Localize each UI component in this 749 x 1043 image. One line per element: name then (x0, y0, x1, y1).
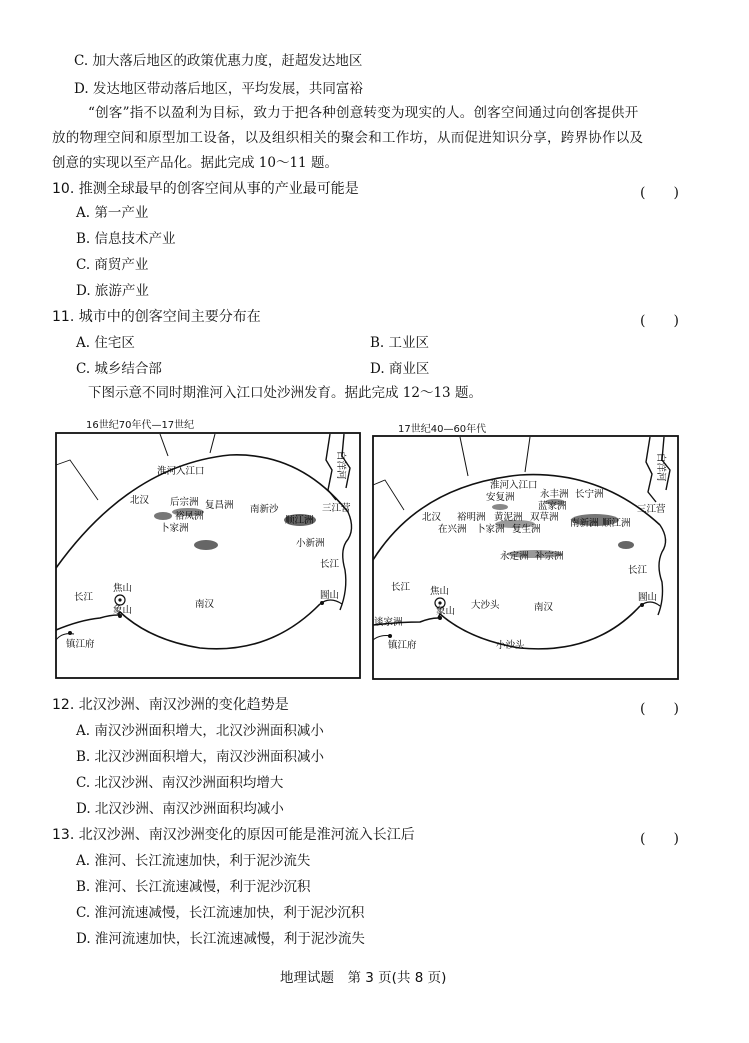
map1-label-fuchang: 复昌洲 (205, 500, 234, 511)
q11-option-a: A. 住宅区 (76, 335, 135, 351)
map2-baiyang-river (646, 437, 656, 502)
map1-label-sanjiang: 三江营 (322, 503, 351, 514)
map2-caption: 17世纪40—60年代 (398, 424, 487, 435)
q13-answer-paren[interactable]: ( ) (640, 831, 679, 847)
map2-label-baiyang: 白洋河 (655, 453, 666, 482)
map2-label-nanxin: 南新洲 (570, 518, 599, 529)
map2-jiaoshan-dot (438, 601, 441, 604)
passage-line-1: “创客”指不以盈利为目标，致力于把各种创意转变为现实的人。创客空间通过向创客提供开 (88, 105, 639, 121)
map2-boundary-line (525, 437, 530, 472)
option-d-prev: D. 发达地区带动落后地区，平均发展，共同富裕 (74, 81, 363, 97)
map2-label-changjiang-r: 长江 (628, 565, 648, 576)
map1-east-coast (340, 512, 352, 610)
option-c-prev: C. 加大落后地区的政策优惠力度，赶超发达地区 (74, 53, 363, 69)
map1-label-xiangshan: 象山 (113, 605, 133, 616)
q11-answer-paren[interactable]: ( ) (640, 313, 679, 329)
q12-option-a: A. 南汉沙洲面积增大，北汉沙洲面积减小 (76, 723, 324, 739)
map2-label-anfu: 安复洲 (486, 492, 515, 503)
map1-label-baiyang: 白洋河 (335, 451, 346, 480)
map2-label-fusheng: 复生洲 (512, 524, 541, 535)
map2-east-coast (658, 525, 666, 615)
map2-label-lanjia: 蓝家洲 (538, 501, 567, 512)
map2-zhenjiang-dot (388, 634, 392, 638)
map2-label-zaixing: 在兴洲 (438, 524, 467, 535)
map1-jiaoshan-dot (118, 598, 121, 601)
q11-option-b: B. 工业区 (370, 335, 430, 351)
q10-option-c: C. 商贸产业 (76, 257, 149, 273)
map2-label-jiaoshan: 焦山 (430, 586, 450, 597)
page-footer: 地理试题 第 3 页(共 8 页) (280, 970, 447, 986)
map1-label-nanxinsha: 南新沙 (250, 504, 279, 515)
map1-label-nanhan: 南汉 (195, 599, 215, 610)
map2-label-yongding: 永定洲 (500, 551, 529, 562)
q13-option-d: D. 淮河流速加快，长江流速减慢，利于泥沙流失 (76, 931, 365, 947)
map2-label-shuangxi: 双草洲 (530, 512, 559, 523)
passage-line-3: 创意的实现以至产品化。据此完成 10～11 题。 (52, 155, 338, 171)
map1-boundary-line (210, 434, 215, 453)
map2-weishan-dot (640, 603, 644, 607)
map2-island (618, 541, 634, 549)
map2-label-yuming: 裕明洲 (457, 512, 486, 523)
map2-label-beihan: 北汉 (422, 512, 442, 523)
q13-option-b: B. 淮河、长江流速减慢，利于泥沙沉积 (76, 879, 311, 895)
q12-option-c: C. 北汉沙洲、南汉沙洲面积均增大 (76, 775, 284, 791)
q10-option-d: D. 旅游产业 (76, 283, 149, 299)
map2-label-shunjiang: 顺江洲 (602, 518, 631, 529)
map1-label-jiaoshan: 焦山 (113, 583, 133, 594)
q13-option-c: C. 淮河流速减慢，长江流速加快，利于泥沙沉积 (76, 905, 365, 921)
map1-label-yufeng: 裕凤洲 (175, 511, 204, 522)
map2-label-yongfeng: 永丰洲 (540, 489, 569, 500)
q12-option-d: D. 北汉沙洲、南汉沙洲面积均减小 (76, 801, 284, 817)
map2-label-buzong: 补宗洲 (535, 551, 564, 562)
passage-line-2: 放的物理空间和原型加工设备，以及组织相关的聚会和工作坊，从而促进知识分享，跨界协作以及 (52, 130, 644, 146)
q10-answer-paren[interactable]: ( ) (640, 185, 679, 201)
map2-label-huaihe: 淮河入江口 (490, 480, 538, 491)
q10-option-a: A. 第一产业 (76, 205, 149, 221)
map2-label-sanjiang: 三江营 (637, 504, 666, 515)
map2-boundary-line (373, 480, 404, 510)
map1-weishan-dot (320, 601, 324, 605)
q12-stem: 12. 北汉沙洲、南汉沙洲的变化趋势是 (52, 697, 289, 713)
map1-island (194, 540, 218, 550)
q13-stem: 13. 北汉沙洲、南汉沙洲变化的原因可能是淮河流入长江后 (52, 827, 415, 843)
map1-label-zhenjiang: 镇江府 (66, 639, 95, 650)
map1-label-xiaoxin: 小新洲 (296, 538, 325, 549)
map2-label-changning: 长宁洲 (575, 489, 604, 500)
map2-label-xiangshan: 象山 (436, 606, 456, 617)
map2-label-changjiang-l: 长江 (391, 582, 411, 593)
map2-label-huangni: 黄泥洲 (494, 512, 523, 523)
map2-boundary-line (460, 437, 468, 476)
map1-boundary-line (160, 434, 168, 456)
map-intro: 下图示意不同时期淮河入江口处沙洲发育。据此完成 12～13 题。 (88, 385, 482, 401)
map1-label-bujia: 卜家洲 (160, 523, 189, 534)
q10-option-b: B. 信息技术产业 (76, 231, 176, 247)
map1-label-houzong: 后宗洲 (170, 497, 199, 508)
map1-south-bank (56, 604, 320, 649)
map2-label-xiaoshatou: 小沙头 (496, 640, 525, 651)
map1 (56, 433, 360, 678)
map2-label-bujia: 卜家洲 (476, 524, 505, 535)
map1-label-changjiang-l: 长江 (74, 592, 94, 603)
q11-option-d: D. 商业区 (370, 361, 430, 377)
q12-answer-paren[interactable]: ( ) (640, 701, 679, 717)
map2-label-dashatou: 大沙头 (471, 600, 500, 611)
map1-zhenjiang-dot (68, 631, 72, 635)
map1-island (154, 512, 172, 520)
q13-option-a: A. 淮河、长江流速加快，利于泥沙流失 (76, 853, 311, 869)
map2 (373, 436, 678, 679)
map2-label-tanjia: 谈家洲 (374, 617, 403, 628)
map2-label-weishan: 圌山 (638, 592, 658, 603)
map1-label-changjiang-r: 长江 (320, 559, 340, 570)
map1-caption: 16世纪70年代—17世纪 (86, 420, 195, 431)
q10-stem: 10. 推测全球最早的创客空间从事的产业最可能是 (52, 181, 359, 197)
map2-island (492, 504, 508, 510)
map1-label-huaihe: 淮河入江口 (157, 466, 205, 477)
map1-label-shunjiang: 顺江洲 (285, 515, 314, 526)
map1-label-weishan: 圌山 (320, 590, 340, 601)
map1-label-beihan: 北汉 (130, 495, 150, 506)
map1-baiyang-river (326, 434, 336, 500)
map2-label-nanhan: 南汉 (534, 602, 554, 613)
map1-boundary-line (56, 460, 98, 500)
q11-option-c: C. 城乡结合部 (76, 361, 162, 377)
map2-label-zhenjiang: 镇江府 (388, 640, 417, 651)
q11-stem: 11. 城市中的创客空间主要分布在 (52, 309, 261, 325)
map1-frame (56, 433, 360, 678)
q12-option-b: B. 北汉沙洲面积增大，南汉沙洲面积减小 (76, 749, 325, 765)
